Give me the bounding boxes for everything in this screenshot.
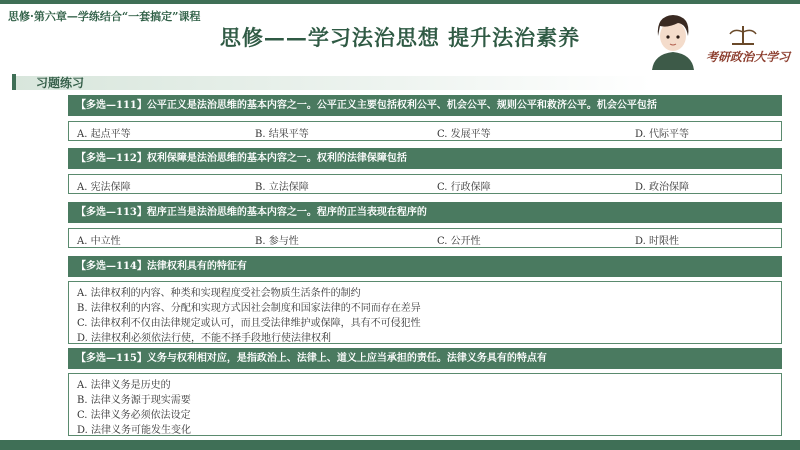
section-header [12,64,652,90]
option-c[interactable]: C. 公开性 [437,236,481,247]
section-header-bar [12,76,652,90]
option-b[interactable]: B. 法律义务源于现实需要 [77,395,191,406]
option-a[interactable]: A. 法律义务是历史的 [77,380,171,391]
top-accent-bar [0,0,800,4]
question-options [68,121,782,141]
option-c[interactable]: C. 行政保障 [437,182,491,193]
option-a[interactable]: A. 起点平等 [77,129,131,140]
option-a[interactable]: A. 宪法保障 [77,182,131,193]
question-stem: 【多选—114】法律权利具有的特征有 [68,256,782,277]
option-a[interactable]: A. 中立性 [77,236,121,247]
section-label: 习题练习 [36,76,85,90]
option-c[interactable]: C. 法律权利不仅由法律规定或认可，而且受法律维护或保障，具有不可侵犯性 [77,318,421,329]
option-a[interactable]: A. 法律权利的内容、种类和实现程度受社会物质生活条件的制约 [77,288,361,299]
section-header-accent [12,74,16,90]
logo [700,24,796,72]
option-c[interactable]: C. 发展平等 [437,129,491,140]
avatar-illustration [648,8,698,70]
question-options [68,228,782,248]
question-options [68,174,782,194]
option-b[interactable]: B. 法律权利的内容、分配和实现方式因社会制度和国家法律的不同而存在差异 [77,303,421,314]
logo-text: 考研政治大学习 [705,50,790,64]
logo-mark-icon [726,24,760,46]
question-stem: 【多选—113】程序正当是法治思维的基本内容之一。程序的正当表现在程序的 [68,202,782,223]
question-stem: 【多选—111】公平正义是法治思维的基本内容之一。公平正义主要包括权利公平、机会公平、规则公平和救济公平。机会公平包括 [68,95,782,116]
course-label: 思修·第六章—学练结合“一套搞定”课程 [8,10,201,23]
page-title: 思修——学习法治思想 提升法治素养 [219,25,581,50]
question-stem: 【多选—112】权利保障是法治思维的基本内容之一。权利的法律保障包括 [68,148,782,169]
option-d[interactable]: D. 时限性 [635,236,680,247]
bottom-accent-bar [0,440,800,450]
question-stem: 【多选—115】义务与权利相对应，是指政治上、法律上、道义上应当承担的责任。法律义务具有的特点有 [68,348,782,369]
option-b[interactable]: B. 立法保障 [255,182,309,193]
option-b[interactable]: B. 结果平等 [255,129,309,140]
question-options [68,373,782,436]
option-d[interactable]: D. 代际平等 [635,129,690,140]
option-d[interactable]: D. 法律权利必须依法行使，不能不择手段地行使法律权利 [77,333,332,344]
option-d[interactable]: D. 法律义务可能发生变化 [77,425,192,436]
question-options [68,281,782,344]
option-c[interactable]: C. 法律义务必须依法设定 [77,410,191,421]
option-d[interactable]: D. 政治保障 [635,182,690,193]
option-b[interactable]: B. 参与性 [255,236,299,247]
